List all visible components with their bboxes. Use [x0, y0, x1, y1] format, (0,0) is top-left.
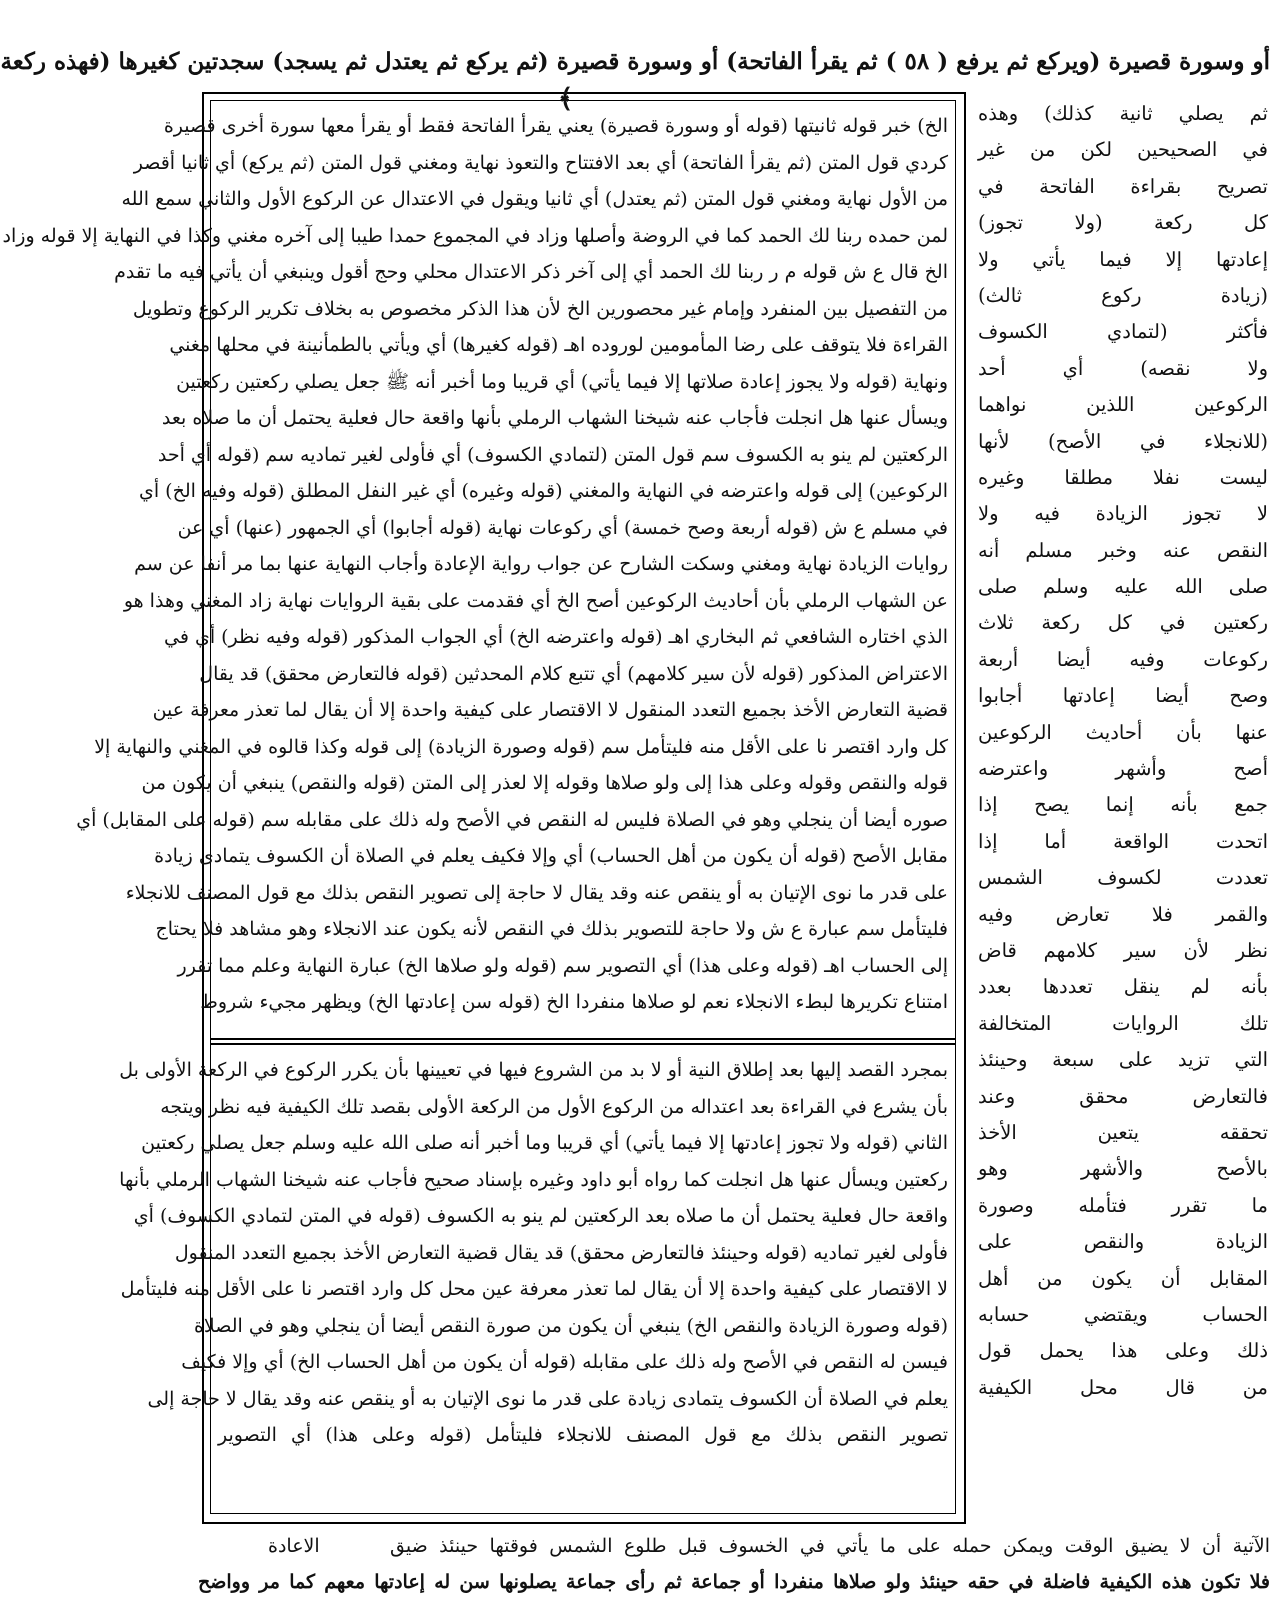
margin-line: ولا نقصه) أي أحد [978, 356, 1268, 380]
margin-line: لا تجوز الزيادة فيه ولا [978, 502, 1268, 526]
upper-commentary-line: الاعتراض المذكور (قوله لأن سير كلامهم) أي تتبع كلام المحدثين (قوله فالتعارض محقق) قد يقال [199, 662, 948, 685]
upper-commentary [2, 108, 948, 1021]
margin-line: في الصحيحين لكن من غير [978, 138, 1268, 162]
lower-commentary-line: فأولى لغير تماديه (قوله وحينئذ فالتعارض محقق) قد يقال قضية التعارض الأخذ بجميع التعدد المنقول [174, 1241, 948, 1264]
upper-commentary-line: القراءة فلا يتوقف على رضا المأمومين لوروده اهـ (قوله كغيرها) أي ويأتي بالطمأنينة في محلها مغني [169, 334, 948, 356]
lower-commentary-line: (قوله وصورة الزيادة والنقص الخ) ينبغي أن يكون من صورة النقص أيضا أن ينجلي وهو في الصلاة [193, 1314, 948, 1337]
margin-line: تعددت لكسوف الشمس [978, 866, 1268, 890]
upper-commentary-line: مقابل الأصح (قوله أن يكون من أهل الحساب) أي وإلا فكيف يعلم في الصلاة أن الكسوف يتمادى زيادة [154, 845, 948, 867]
margin-line: ذلك وعلى هذا يحمل قول [978, 1339, 1268, 1363]
margin-line: فأكثر (لتمادي الكسوف [978, 320, 1268, 344]
commentary-divider-2 [210, 1043, 956, 1045]
margin-line: ركوعات وفيه أيضا أربعة [978, 647, 1268, 671]
upper-commentary-line: على قدر ما نوى الإتيان به أو ينقص عنه وقد يقال لا حاجة إلى تصوير النقص بذلك مع قول المصنف للانجلاء [125, 881, 948, 904]
footer-line-2: فلا تكون هذه الكيفية فاضلة في حقه حينئذ ولو صلاها منفردا أو جماعة ثم رأى جماعة يصلونها سن له إعادتها معهم كما مر وواضح [198, 1571, 1270, 1593]
lower-commentary-line: تصوير النقص بذلك مع قول المصنف للانجلاء فليتأمل (قوله وعلى هذا) أي التصوير [218, 1424, 948, 1446]
lower-commentary-line: بأن يشرع في القراءة بعد اعتداله من الركوع الأول من الركعة الأولى بقصد تلك الكيفية فيه نظر ويتجه [160, 1095, 948, 1118]
lower-commentary [119, 1052, 948, 1454]
margin-line: وصح أيضا إعادتها أجابوا [978, 684, 1268, 708]
margin-line: ركعتين في كل ركعة ثلاث [978, 611, 1268, 635]
margin-line: (للانجلاء في الأصح) لأنها [978, 429, 1268, 453]
upper-commentary-line: من التفصيل بين المنفرد وإمام غير محصورين الخ لأن هذا الذكر مخصوص به بخلاف تكرير الركوع وتطويل [132, 297, 948, 320]
upper-commentary-line: كردي قول المتن (ثم يقرأ الفاتحة) أي بعد الافتتاح والتعوذ نهاية ومغني قول المتن (ثم يركع) أي ثانيا أقصر [133, 151, 948, 174]
upper-commentary-line: إلى الحساب اهـ (قوله وعلى هذا) أي التصوير سم (قوله ولو صلاها الخ) عبارة النهاية وعلم مما تقرر [177, 954, 948, 977]
margin-line: ما تقرر فتأمله وصورة [978, 1193, 1268, 1217]
margin-line: (زيادة ركوع ثالث) [978, 283, 1268, 307]
upper-commentary-line: كل وارد اقتصر نا على الأقل منه فليتأمل سم (قوله وصورة الزيادة) إلى قوله وكذا قالوه في المغني والنهاية إلا [94, 735, 948, 758]
upper-commentary-line: قوله والنقص وقوله وعلى هذا إلى ولو صلاها وقوله إلا لعذر إلى المتن (قوله والنقص) ينبغي أن يكون من [141, 772, 948, 794]
upper-commentary-line: روايات الزيادة نهاية ومغني وسكت الشارح عن جواب رواية الإعادة وأجاب النهاية عنها بما مر أنفا عن سم [134, 553, 948, 575]
upper-commentary-line: لمن حمده ربنا لك الحمد كما في الروضة وأصلها وزاد في المجموع حمدا طيبا إلى آخره مغني وكذا في النهاية إلا قوله وزاد [2, 224, 948, 247]
margin-line: تصريح بقراءة الفاتحة في [978, 174, 1268, 198]
margin-line: والقمر فلا تعارض وفيه [978, 902, 1268, 926]
lower-commentary-line: لا الاقتصار على كيفية واحدة إلا أن يقال لما تعذر معرفة عين محل كل وارد اقتصر نا على الأقل منه فليتأمل [120, 1278, 948, 1300]
upper-commentary-line: فليتأمل سم عبارة ع ش ولا حاجة للتصوير بذلك في النقص لأنه يكون عند الانجلاء وهو مشاهد فلا يحتاج [155, 918, 948, 940]
footer-line-1: الآتية أن لا يضيق الوقت ويمكن حمله على ما يأتي في الخسوف قبل طلوع الشمس فوقتها حينئذ ضيق [390, 1535, 1270, 1557]
margin-line: الحساب ويقتضي حسابه [978, 1302, 1268, 1326]
commentary-divider [210, 1038, 956, 1040]
lower-commentary-line: بمجرد القصد إليها بعد إطلاق النية أو لا بد من الشروع فيها في تعيينها بأن يكرر الركوع في الركعة الأولى بل [119, 1059, 948, 1081]
lower-commentary-line: يعلم في الصلاة أن الكسوف يتمادى زيادة على قدر ما نوى الإتيان به أو ينقص عنه وقد يقال لا حاجة إلى [147, 1387, 948, 1410]
lower-commentary-line: فيسن له النقص في الأصح وله ذلك على مقابله (قوله أن يكون من أهل الحساب الخ) أي وإلا فكيف [181, 1351, 948, 1373]
upper-commentary-line: ويسأل عنها هل انجلت فأجاب عنه شيخنا الشهاب الرملي بأنها واقعة حال فعلية يحتمل أن ما صلاه بعد [161, 407, 948, 429]
upper-commentary-line: عن الشهاب الرملي بأن أحاديث الركوعين أصح الخ أي فقدمت على بقية الروايات نهاية زاد المغني وهذا هو [123, 589, 948, 612]
margin-line: التي تزيد على سبعة وحينئذ [978, 1048, 1268, 1072]
margin-line: جمع بأنه إنما يصح إذا [978, 793, 1268, 817]
upper-commentary-line: ونهاية (قوله ولا يجوز إعادة صلاتها إلا فيما يأتي) أي قريبا وما أخبر أنه ﷺ جعل يصلي ركعتين ركعتين [176, 370, 948, 393]
margin-line: عنها بأن أحاديث الركوعين [978, 720, 1268, 744]
margin-line: فالتعارض محقق وعند [978, 1084, 1268, 1108]
upper-commentary-line: في مسلم ع ش (قوله أربعة وصح خمسة) أي ركوعات نهاية (قوله أجابوا) أي الجمهور (عنها) أي عن [177, 516, 948, 539]
upper-commentary-line: الخ) خبر قوله ثانيتها (قوله أو وسورة قصيرة) يعني يقرأ الفاتحة فقط أو يقرأ معها سورة أخرى قصيرة [163, 115, 948, 137]
page-header: أو وسورة قصيرة (ويركع ثم يرفع ( ٥٨ ) ثم يقرأ الفاتحة) أو وسورة قصيرة (ثم يركع ثم يعتدل ثم يسجد) سجدتين كغيرها (فهذه ركعة [0, 48, 1270, 75]
catchword: الاعادة [268, 1535, 320, 1557]
margin-line: كل ركعة (ولا تجوز) [978, 211, 1268, 235]
lower-commentary-line: ركعتين ويسأل عنها هل انجلت كما رواه أبو داود وغيره بإسناد صحيح فأجاب عنه شيخنا الشهاب الرملي بأنها [119, 1168, 948, 1191]
margin-line: صلى الله عليه وسلم صلى [978, 575, 1268, 599]
margin-line: الركوعين اللذين نواهما [978, 393, 1268, 417]
footer-text [198, 1528, 1270, 1600]
margin-line: المقابل أن يكون من أهل [978, 1266, 1268, 1290]
margin-line: نظر لأن سير كلامهم قاض [978, 938, 1268, 962]
margin-line: بالأصح والأشهر وهو [978, 1157, 1268, 1181]
margin-line: أصح وأشهر واعترضه [978, 757, 1268, 781]
margin-line: الزيادة والنقص على [978, 1230, 1268, 1254]
margin-line: ليست نفلا مطلقا وغيره [978, 465, 1268, 489]
upper-commentary-line: الركعتين لم ينو به الكسوف سم قول المتن (لتمادي الكسوف) أي فأولى لغير تماديه سم (قوله أي أحد [157, 443, 948, 466]
lower-commentary-line: واقعة حال فعلية يحتمل أن ما صلاه بعد الركعتين لم ينو به الكسوف (قوله في المتن لتمادي الكسوف) أي [133, 1205, 948, 1227]
lower-commentary-line: الثاني (قوله ولا تجوز إعادتها إلا فيما يأتي) أي قريبا وما أخبر أنه صلى الله عليه وسلم جعل يصلي ركعتين [141, 1132, 948, 1154]
upper-commentary-line: امتناع تكريرها لبطء الانجلاء نعم لو صلاها منفردا الخ (قوله سن إعادتها الخ) ويظهر مجيء شروط [200, 991, 948, 1013]
margin-line: إعادتها إلا فيما يأتي ولا [978, 247, 1268, 271]
upper-commentary-line: قضية التعارض الأخذ بجميع التعدد المنقول لا الاقتصار على كيفية واحدة إلا أن يقال لما تعذر معرفة عين [152, 699, 948, 721]
margin-line: بأنه لم ينقل تعددها بعدد [978, 975, 1268, 999]
upper-commentary-line: صوره أيضا أن ينجلي وهو في الصلاة فليس له النقص في الأصح وله ذلك على مقابله سم (قوله على المقابل) أي [76, 808, 948, 831]
margin-column [978, 96, 1268, 1406]
upper-commentary-line: الذي اختاره الشافعي ثم البخاري اهـ (قوله واعترضه الخ) أي الجواب المذكور (قوله وفيه نظر) أي في [163, 626, 948, 648]
upper-commentary-line: الخ قال ع ش قوله م ر ربنا لك الحمد أي إلى آخر ذكر الاعتدال محلي وحج أقول وينبغي أن يأتي فيه ما تقدم [114, 261, 948, 283]
margin-line: تحققه يتعين الأخذ [978, 1120, 1268, 1144]
margin-line: تلك الروايات المتخالفة [978, 1011, 1268, 1035]
margin-line: اتحدت الواقعة أما إذا [978, 829, 1268, 853]
upper-commentary-line: الركوعين) إلى قوله واعترضه في النهاية والمغني (قوله وغيره) أي غير النفل المطلق (قوله وفيه الخ) أي [138, 480, 948, 502]
margin-line: من قال محل الكيفية [978, 1375, 1268, 1399]
margin-line: النقص عنه وخبر مسلم أنه [978, 538, 1268, 562]
margin-line: ثم يصلي ثانية كذلك) وهذه [978, 102, 1268, 125]
upper-commentary-line: من الأول نهاية ومغني قول المتن (ثم يعتدل) أي ثانيا ويقول في الاعتدال عن الركوع الأول والثاني سمع الله [121, 188, 948, 210]
top-bracket: ﴾ [558, 84, 574, 114]
